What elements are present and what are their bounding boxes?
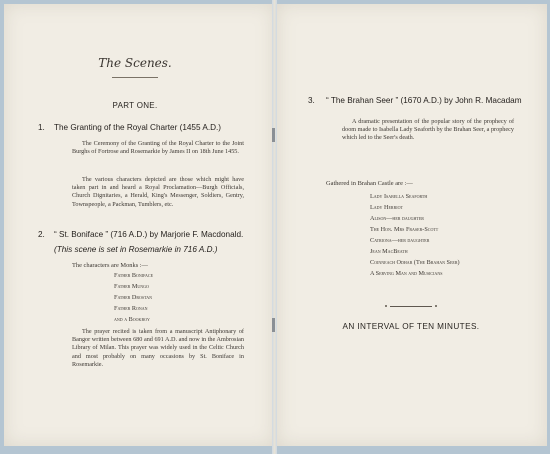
character-name: Alison—her daughter — [370, 215, 424, 222]
scene-3-heading: “ The Brahan Seer ” (1670 A.D.) by John R. Macadam — [326, 96, 522, 105]
character-name: A Serving Man and Musicians — [370, 270, 443, 277]
scene-1-heading: The Granting of the Royal Charter (1455 A.D.) — [54, 123, 222, 132]
title-underline — [112, 77, 158, 78]
character-name: Jean MacBeath — [370, 248, 408, 255]
scene-3-number: 3. — [308, 96, 315, 105]
character-name: Coinneach Odhar (The Brahan Seer) — [370, 259, 460, 266]
divider-dot — [385, 305, 387, 307]
scene-3-para: A dramatic presentation of the popular story of the prophecy of doom made to Isabella Lady Seaforth by the Brahan Seer, a prophecy which led to the Seer's death. — [342, 118, 514, 142]
scene-1-characters-text — [72, 176, 244, 209]
scene-1-number: 1. — [38, 123, 45, 132]
scene-2-description — [72, 328, 244, 369]
character-name: Catriona—her daughter — [370, 237, 430, 244]
binding-gutter — [272, 0, 277, 454]
scene-2-subheading: (This scene is set in Rosemarkie in 716 A.D.) — [54, 245, 218, 254]
divider-dot — [435, 305, 437, 307]
staple — [272, 128, 275, 142]
interval-notice: AN INTERVAL OF TEN MINUTES. — [342, 322, 480, 331]
character-name: Father Boniface — [114, 272, 154, 279]
character-name: and a Bookboy — [114, 316, 150, 323]
section-divider — [390, 306, 432, 307]
character-name: Lady Isabella Seaforth — [370, 193, 428, 200]
character-name: Father Drostan — [114, 294, 153, 301]
left-page — [4, 4, 275, 446]
scene-1-description — [72, 140, 244, 156]
scene-1-para-1: The Ceremony of the Granting of the Royal Charter to the Joint Burghs of Fortrose and Rosemarkie by James II on 18th June 1455. — [72, 140, 244, 156]
part-heading: PART ONE. — [112, 101, 158, 110]
scene-2-para: The prayer recited is taken from a manuscript Antiphonary of Bangor written between 680 and 691 A.D. and now in the Ambrosian Library of Milan. This prayer was widely used in the Celtic Church and most probably on many occasions by St. Boniface in Rosemarkie. — [72, 328, 244, 368]
staple — [272, 318, 275, 332]
page-title: The Scenes. — [98, 56, 172, 70]
character-name: Father Mungo — [114, 283, 149, 290]
scene-2-character-list — [114, 270, 153, 325]
scene-1-para-2: The various characters depicted are those which might have taken part in and heard a Royal Proclamation—Burgh Officials, Church Dignitaries, a Herald, King's Messenger, Soldiers, Gentry, Townspeople, a Packman, Tumblers, etc. — [72, 176, 244, 208]
character-name: The Hon. Mrs Fraser-Scott — [370, 226, 439, 233]
character-name: Lady Herriot — [370, 204, 403, 211]
scene-3-character-list — [370, 191, 460, 279]
scene-3-gathered-label: Gathered in Brahan Castle are :— — [326, 180, 413, 187]
scene-2-number: 2. — [38, 230, 45, 239]
scene-3-description — [342, 118, 514, 143]
scene-2-heading: “ St. Boniface ” (716 A.D.) by Marjorie F. Macdonald. — [54, 230, 244, 239]
character-name: Father Ronan — [114, 305, 148, 312]
scene-2-characters-label: The characters are Monks :— — [72, 262, 148, 269]
